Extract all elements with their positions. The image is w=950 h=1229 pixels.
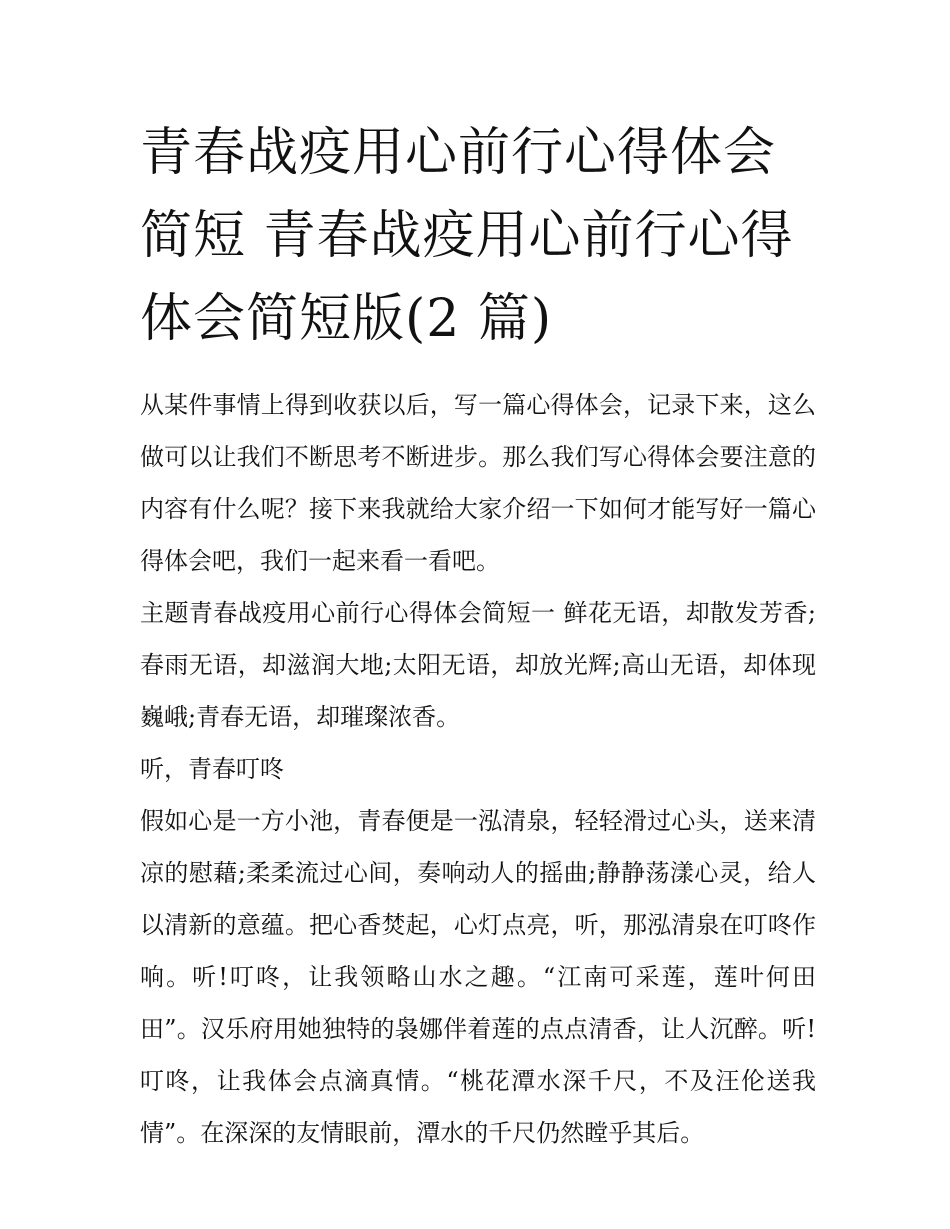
document-page	[140, 112, 816, 1159]
section-heading: 听，青春叮咚	[140, 755, 284, 783]
document-body	[140, 379, 816, 1159]
document-title: 青春战疫用心前行心得体会简短 青春战疫用心前行心得体会简短版(2 篇)	[140, 123, 794, 349]
theme-paragraph: 主题青春战疫用心前行心得体会简短一 鲜花无语，却散发芳香;春雨无语，却滋润大地;太阳无语，却放光辉;高山无语，却体现巍峨;青春无语，却璀璨浓香。	[140, 599, 816, 731]
intro-paragraph: 从某件事情上得到收获以后，写一篇心得体会，记录下来，这么做可以让我们不断思考不断进步。那么我们写心得体会要注意的内容有什么呢？接下来我就给大家介绍一下如何才能写好一篇心得体会吧，我们一起来看一看吧。	[140, 391, 816, 575]
body-paragraph: 假如心是一方小池，青春便是一泓清泉，轻轻滑过心头，送来清凉的慰藉;柔柔流过心间，奏响动人的摇曲;静静荡漾心灵，给人以清新的意蕴。把心香焚起，心灯点亮，听，那泓清泉在叮咚作响。听!叮咚，让我领略山水之趣。“江南可采莲，莲叶何田田”。汉乐府用她独特的袅娜伴着莲的点点清香，让人沉醉。听!叮咚，让我体会点滴真情。“桃花潭水深千尺，不及汪伦送我情”。在深深的友情眼前，潭水的千尺仍然瞠乎其后。	[140, 807, 816, 1147]
